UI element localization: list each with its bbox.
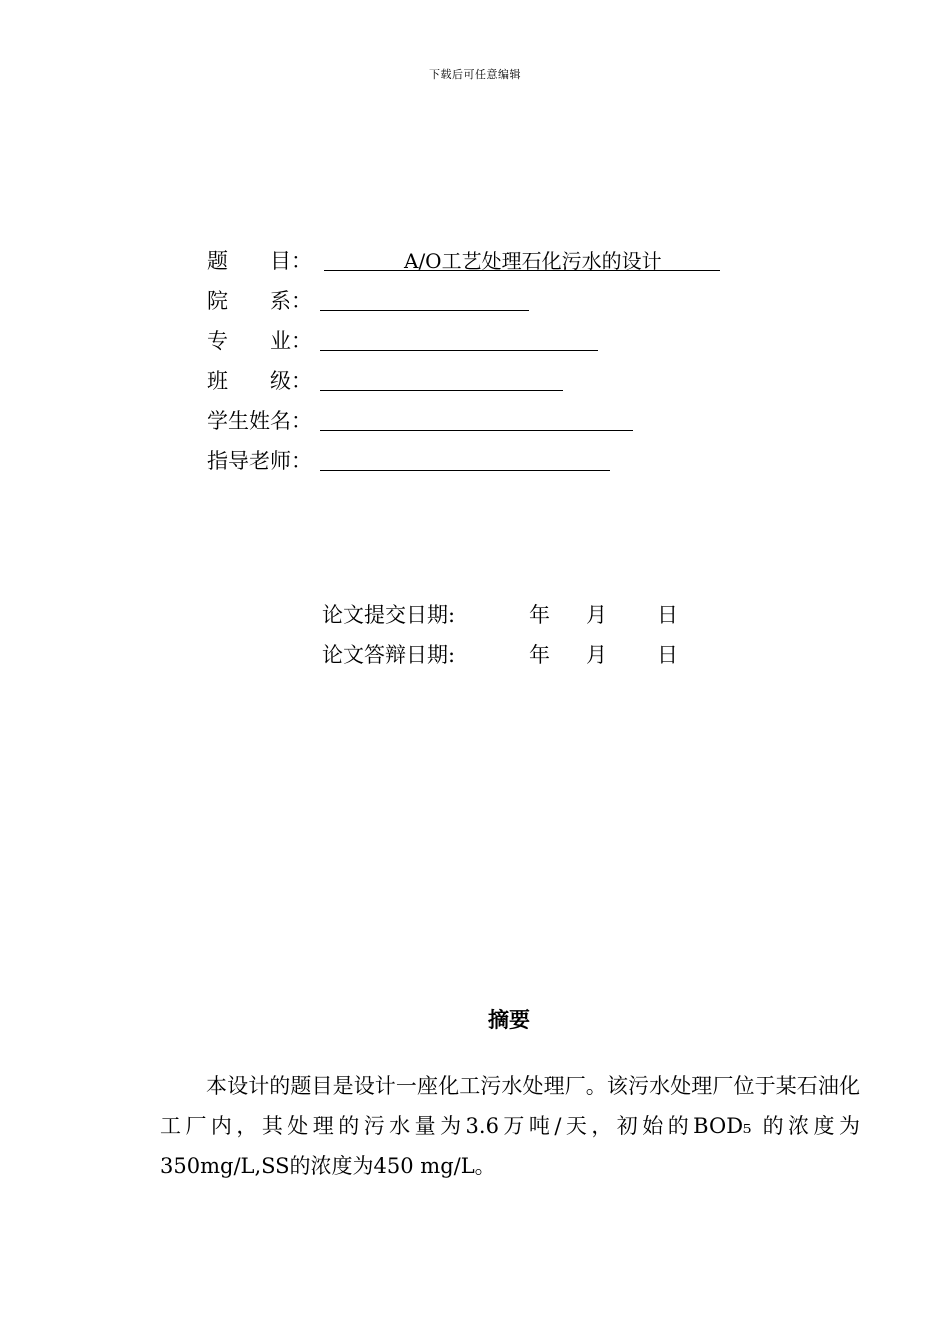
form-label-class: 班 级：: [207, 369, 312, 393]
department-underline: [320, 310, 529, 311]
defense-date-label: 论文答辩日期:: [322, 643, 456, 667]
form-row-department: [207, 286, 320, 316]
defense-day-unit: 日: [657, 643, 678, 667]
class-underline: [320, 390, 563, 391]
advisor-underline: [320, 470, 610, 471]
form-label-department: 院 系：: [207, 289, 312, 313]
major-underline: [320, 350, 598, 351]
defense-year-unit: 年: [529, 643, 550, 667]
form-row-title: [207, 246, 662, 276]
submission-month-unit: 月: [586, 603, 607, 627]
form-row-advisor: [207, 446, 320, 476]
submission-year-unit: 年: [529, 603, 550, 627]
form-label-major: 专 业：: [207, 329, 312, 353]
abstract-paragraph: 本设计的题目是设计一座化工污水处理厂。该污水处理厂位于某石油化工厂内，其处理的污水量为3.6万吨/天，初始的BOD₅ 的浓度为350mg/L,SS的浓度为450 mg/L。: [160, 1074, 860, 1178]
defense-month-unit: 月: [586, 643, 607, 667]
page-header-note: 下载后可任意编辑: [429, 68, 521, 81]
form-row-student-name: [207, 406, 320, 436]
form-label-advisor: 指导老师：: [207, 449, 312, 473]
form-row-class: [207, 366, 320, 396]
submission-date-label: 论文提交日期:: [322, 603, 456, 627]
submission-day-unit: 日: [657, 603, 678, 627]
form-label-title: 题 目：: [207, 249, 312, 273]
abstract-heading: 摘要: [488, 1008, 530, 1032]
student-name-underline: [320, 430, 633, 431]
form-label-student-name: 学生姓名：: [207, 409, 312, 433]
thesis-title-value: A/O工艺处理石化污水的设计: [404, 249, 662, 273]
form-row-major: [207, 326, 320, 356]
